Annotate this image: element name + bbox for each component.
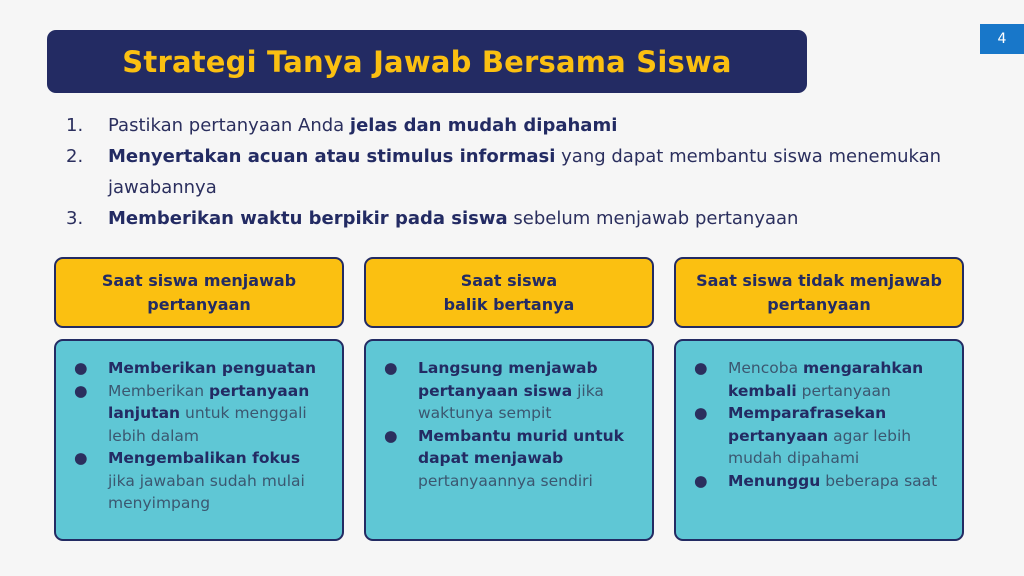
bullet-icon: ●	[694, 359, 708, 377]
bullet-text-bold: pertanyaan lanjutan	[108, 381, 310, 422]
bullet-text: pertanyaannya sendiri	[418, 471, 593, 490]
item-text-part: yang dapat membantu siswa menemukan jawabannya	[108, 146, 942, 198]
bullet-text: agar lebih mudah dipahami	[728, 426, 912, 467]
bullet-text: pertanyaan	[796, 381, 891, 400]
bullet-item	[690, 470, 948, 493]
card-header-not-answering	[674, 257, 964, 328]
bullet-item	[70, 380, 328, 448]
numbered-item	[66, 141, 946, 203]
card-body-not-answering	[674, 339, 964, 541]
bullet-list	[70, 357, 328, 515]
bullet-item	[70, 447, 328, 515]
bullet-text: Memberikan	[108, 381, 210, 400]
bullet-icon: ●	[384, 359, 398, 377]
item-text-part: Pastikan pertanyaan Anda	[108, 115, 350, 136]
page-number-badge: 4	[980, 24, 1024, 54]
numbered-item	[66, 110, 946, 141]
bullet-text-bold: mengarahkan kembali	[728, 359, 924, 400]
numbered-list	[66, 110, 946, 234]
bullet-text: Mencoba	[728, 359, 804, 377]
card-header-line: Saat siswa	[460, 270, 558, 290]
bullet-icon: ●	[694, 471, 708, 490]
card-header-line: Saat siswa menjawab	[101, 270, 297, 290]
card-body-asking-back	[364, 339, 654, 541]
item-number: 3.	[66, 208, 84, 229]
bullet-item	[70, 357, 328, 380]
bullet-item	[380, 357, 638, 425]
item-number: 2.	[66, 146, 84, 167]
card-header-line: pertanyaan	[147, 294, 251, 314]
card-header-line: pertanyaan	[767, 294, 871, 314]
bullet-icon: ●	[384, 426, 398, 445]
item-text-part: sebelum menjawab pertanyaan	[507, 208, 799, 229]
card-header-line: balik bertanya	[443, 294, 575, 314]
item-text-bold: Memberikan waktu berpikir pada siswa	[108, 208, 508, 229]
bullet-icon: ●	[74, 381, 88, 400]
bullet-text: beberapa saat	[820, 471, 938, 490]
bullet-icon: ●	[74, 359, 88, 377]
bullet-item	[690, 357, 948, 402]
bullet-list	[690, 357, 948, 492]
item-text	[108, 141, 946, 203]
item-text	[108, 110, 946, 141]
item-number: 1.	[66, 115, 84, 136]
card-body-answering	[54, 339, 344, 541]
bullet-item	[690, 402, 948, 470]
bullet-item	[380, 425, 638, 493]
bullet-text-bold: Mengembalikan fokus	[108, 449, 301, 467]
item-text-bold: jelas dan mudah dipahami	[349, 115, 618, 136]
bullet-text: untuk menggali lebih dalam	[108, 404, 307, 445]
card-header-asking-back	[364, 257, 654, 328]
bullet-text-bold: Membantu murid untuk dapat menjawab	[418, 426, 624, 467]
bullet-text-bold: Memberikan penguatan	[108, 359, 316, 377]
item-text-bold: Menyertakan acuan atau stimulus informasi	[108, 146, 556, 167]
bullet-text: jika jawaban sudah mulai menyimpang	[108, 471, 305, 512]
bullet-text-bold: Memparafrasekan pertanyaan	[728, 404, 887, 445]
bullet-text: jika waktunya sempit	[418, 381, 604, 422]
bullet-text-bold: Langsung menjawab pertanyaan siswa	[418, 359, 598, 400]
bullet-list	[380, 357, 638, 492]
bullet-text-bold: Menunggu	[728, 471, 821, 490]
card-header-line: Saat siswa tidak menjawab	[696, 270, 942, 290]
title-banner	[47, 30, 807, 93]
numbered-item	[66, 203, 946, 234]
slide-title: Strategi Tanya Jawab Bersama Siswa	[122, 44, 732, 79]
bullet-icon: ●	[74, 449, 88, 467]
item-text	[108, 203, 946, 234]
card-header-answering	[54, 257, 344, 328]
bullet-icon: ●	[694, 404, 708, 422]
